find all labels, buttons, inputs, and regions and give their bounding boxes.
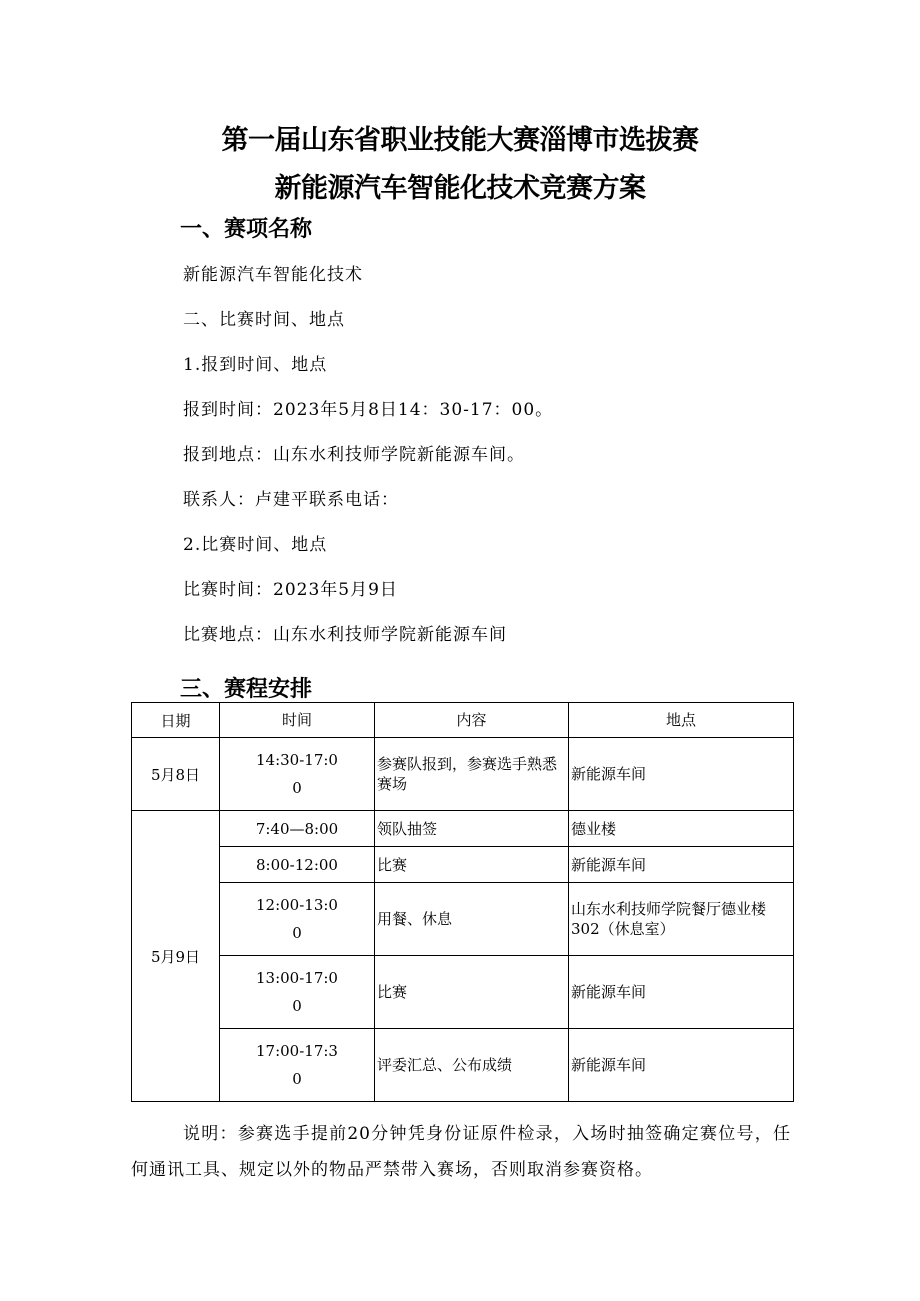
time-line: 12:00-13:0 xyxy=(256,896,338,914)
match-time: 比赛时间：2023年5月9日 xyxy=(183,580,398,600)
report-time: 报到时间：2023年5月8日14：30-17：00。 xyxy=(183,400,554,420)
schedule-table xyxy=(131,702,794,1102)
contact-line: 联系人：卢建平联系电话： xyxy=(183,490,399,510)
time-cell xyxy=(220,956,375,1029)
header-place: 地点 xyxy=(569,703,794,738)
header-date: 日期 xyxy=(132,703,220,738)
place-cell: 山东水利技师学院餐厅德业楼302（休息室） xyxy=(569,883,794,956)
header-time: 时间 xyxy=(220,703,375,738)
section3-heading: 三、赛程安排 xyxy=(180,677,313,702)
table-header-row xyxy=(132,703,794,738)
place-cell: 新能源车间 xyxy=(569,738,794,811)
table-row xyxy=(132,883,794,956)
place-cell: 新能源车间 xyxy=(569,1029,794,1102)
place-cell: 新能源车间 xyxy=(569,956,794,1029)
table-row xyxy=(132,847,794,883)
section1-heading: 一、赛项名称 xyxy=(180,217,313,242)
section1-text: 新能源汽车智能化技术 xyxy=(183,265,363,285)
section2-heading: 二、比赛时间、地点 xyxy=(183,310,345,330)
table-row xyxy=(132,738,794,811)
time-cell xyxy=(220,1029,375,1102)
content-cell: 参赛队报到，参赛选手熟悉赛场 xyxy=(375,738,569,811)
time-line: 14:30-17:0 xyxy=(256,751,338,769)
table-row xyxy=(132,811,794,847)
document-title-line2: 新能源汽车智能化技术竞赛方案 xyxy=(274,173,646,204)
time-line: 0 xyxy=(292,924,302,942)
date-cell: 5月9日 xyxy=(132,811,220,1102)
date-cell: 5月8日 xyxy=(132,738,220,811)
report-place: 报到地点：山东水利技师学院新能源车间。 xyxy=(183,445,525,465)
time-line: 17:00-17:3 xyxy=(256,1042,338,1060)
place-cell: 新能源车间 xyxy=(569,847,794,883)
place-cell: 德业楼 xyxy=(569,811,794,847)
document-title-line1: 第一届山东省职业技能大赛淄博市选拔赛 xyxy=(221,125,699,156)
time-line: 13:00-17:0 xyxy=(256,969,338,987)
table-row xyxy=(132,1029,794,1102)
table-row xyxy=(132,956,794,1029)
content-cell: 比赛 xyxy=(375,847,569,883)
match-place: 比赛地点：山东水利技师学院新能源车间 xyxy=(183,625,507,645)
content-cell: 比赛 xyxy=(375,956,569,1029)
time-line: 0 xyxy=(292,1070,302,1088)
header-content: 内容 xyxy=(375,703,569,738)
note-paragraph: 说明：参赛选手提前20分钟凭身份证原件检录，入场时抽签确定赛位号，任何通讯工具、规定以外的物品严禁带入赛场，否则取消参赛资格。 xyxy=(131,1124,791,1180)
sub2-heading: 2.比赛时间、地点 xyxy=(183,535,328,555)
time-cell xyxy=(220,883,375,956)
time-cell xyxy=(220,738,375,811)
time-line: 0 xyxy=(292,779,302,797)
content-cell: 评委汇总、公布成绩 xyxy=(375,1029,569,1102)
content-cell: 领队抽签 xyxy=(375,811,569,847)
content-cell: 用餐、休息 xyxy=(375,883,569,956)
time-line: 0 xyxy=(292,997,302,1015)
time-cell: 7:40—8:00 xyxy=(220,811,375,847)
time-cell: 8:00-12:00 xyxy=(220,847,375,883)
sub1-heading: 1.报到时间、地点 xyxy=(183,355,328,375)
